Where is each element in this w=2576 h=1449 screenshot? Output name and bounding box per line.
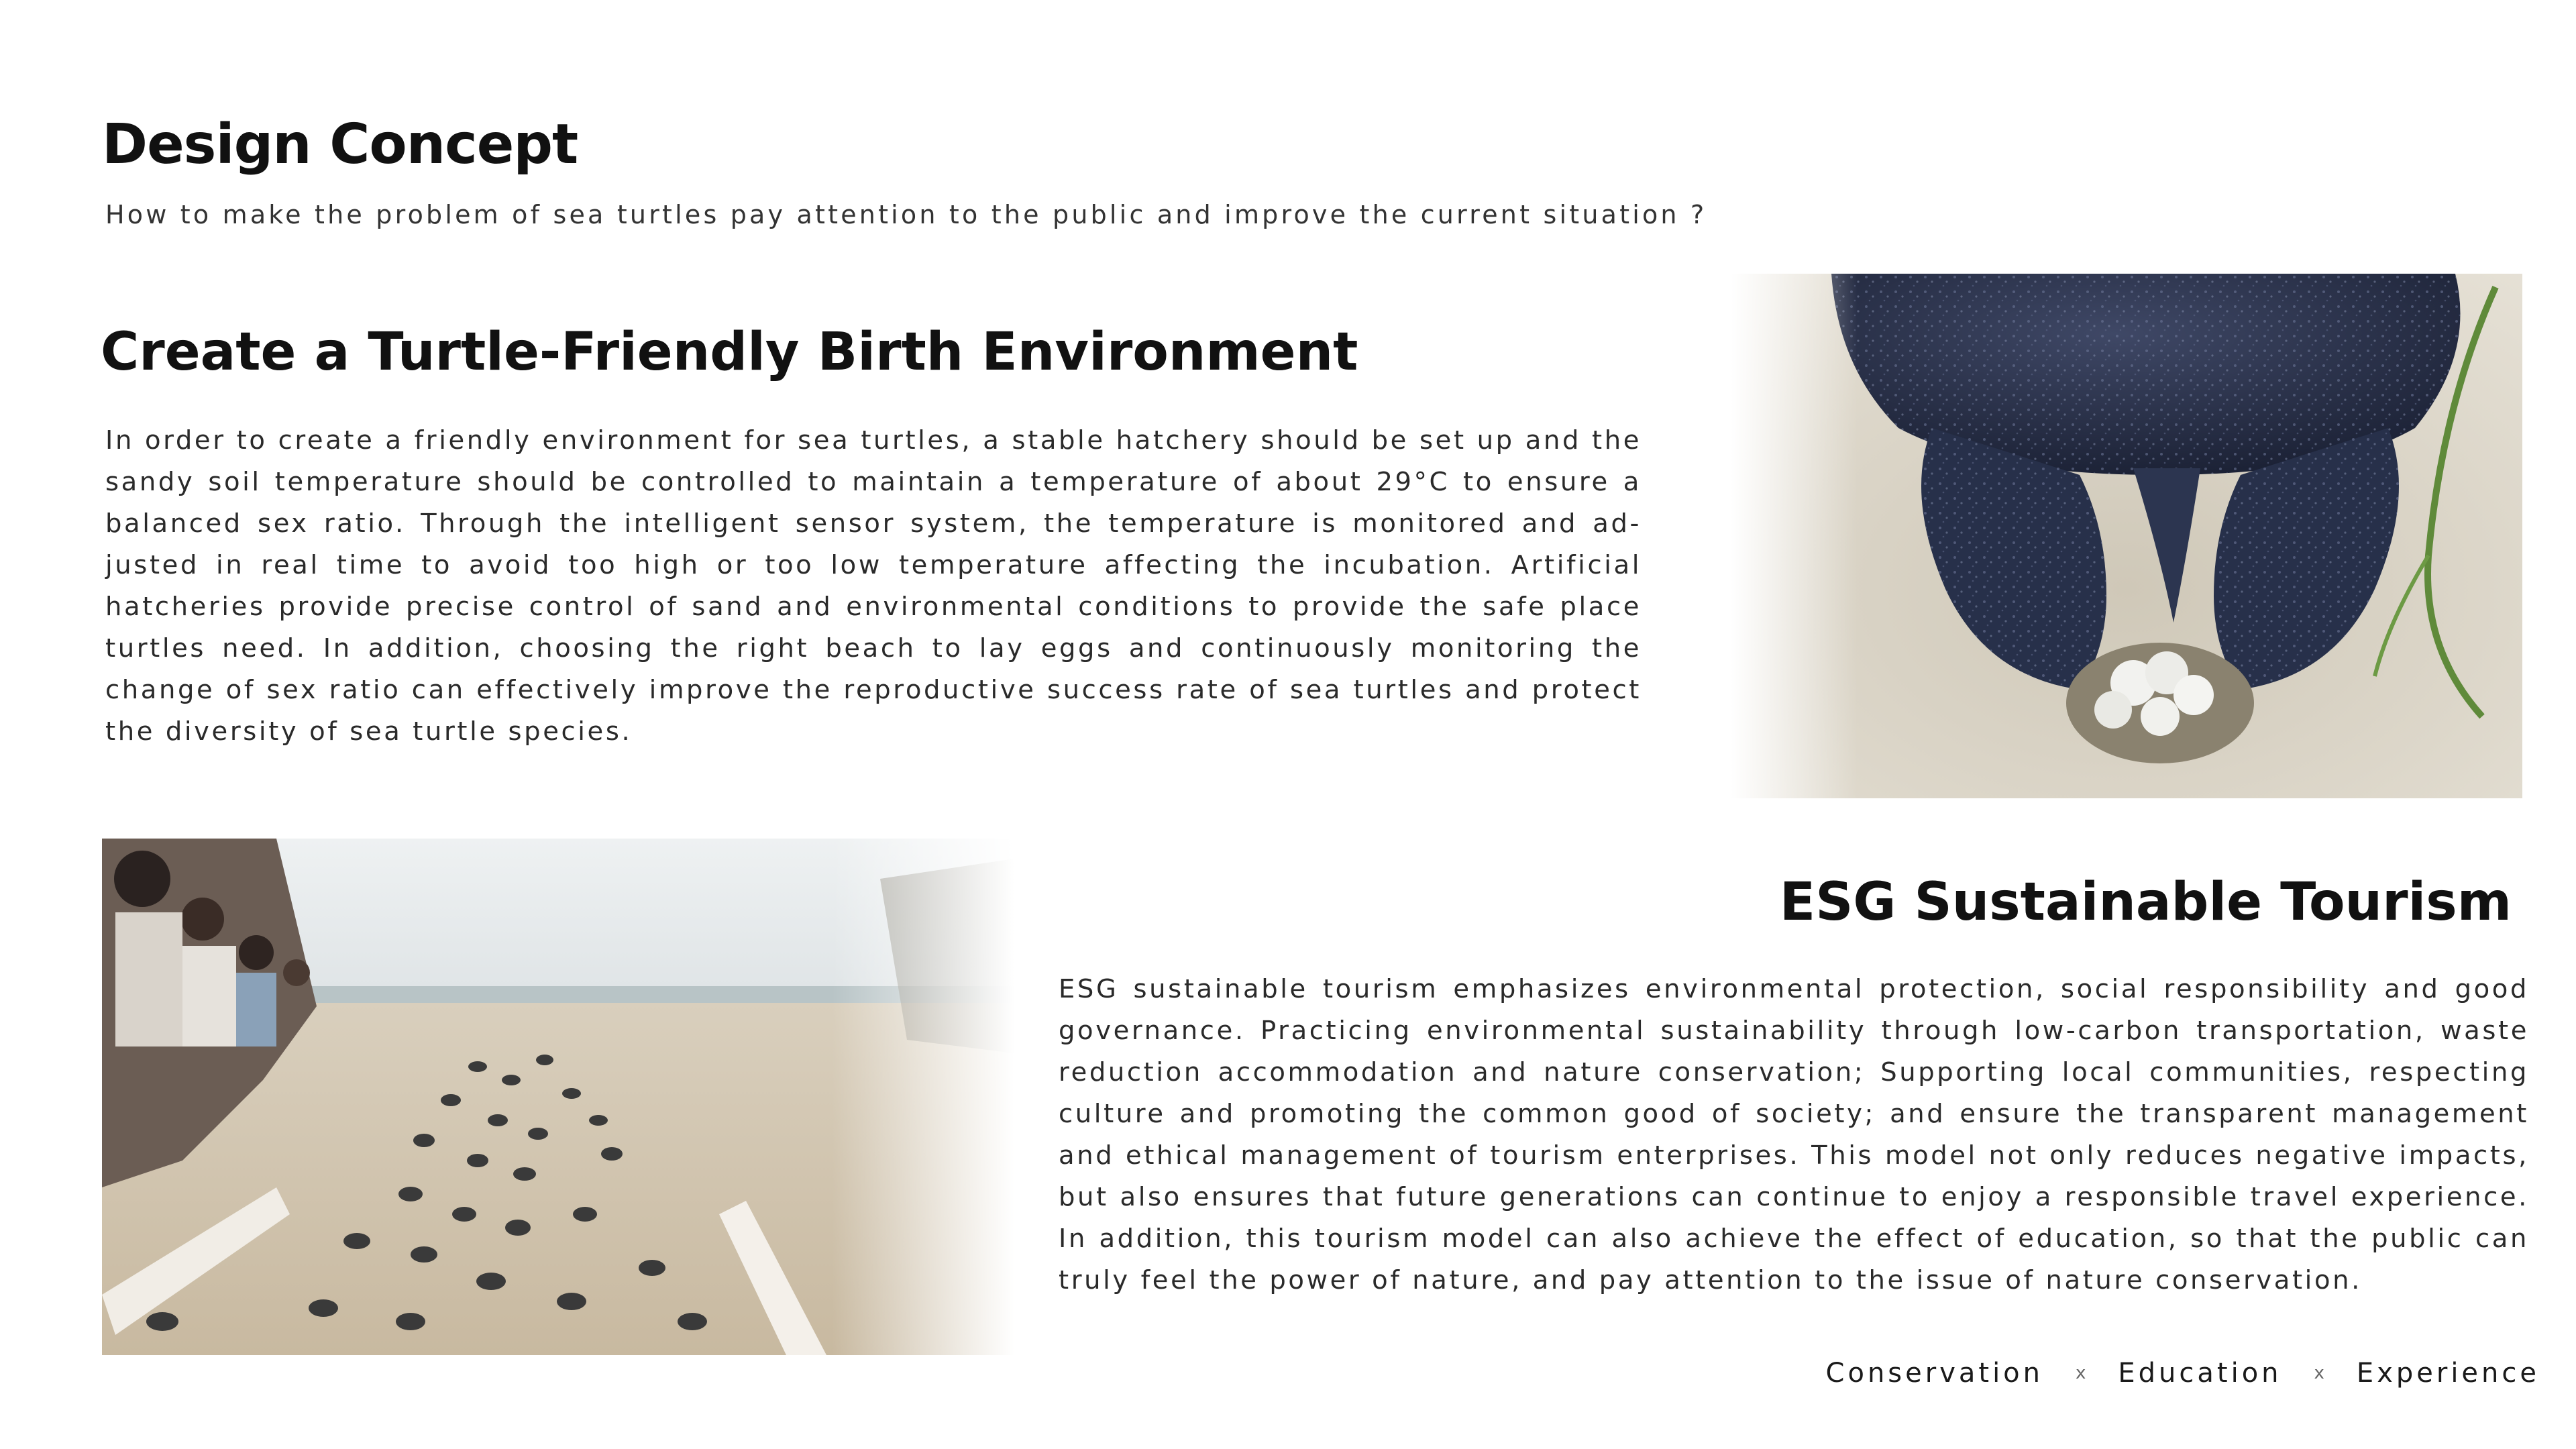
tagline-item-experience: Experience bbox=[2356, 1358, 2540, 1389]
section-birth-body: In order to create a friendly environment for sea turtles, a stable hatchery should be set up and the sandy soil temperature should be controlled to maintain a temperature of about 29°C to ensure a balanced sex ratio. Through the intelligent sensor system, the temperature is monitored and ad-justed in real time to avoid too high or too low temperature affecting the incubation. Artificial hatcheries provide precise control of sand and environmental conditions to provide the safe place turtles need. In addition, choosing the right beach to lay eggs and continuously monitoring the change of sex ratio can effectively improve the reproductive success rate of sea turtles and protect the diversity of sea turtle species. bbox=[105, 425, 1642, 747]
tagline-separator: x bbox=[2314, 1363, 2324, 1383]
page-subtitle: How to make the problem of sea turtles pay attention to the public and improve the current situation ? bbox=[105, 200, 1707, 229]
section-tourism-body: ESG sustainable tourism emphasizes environmental protection, social responsibility and good governance. Practicing environmental sustainability through low-carbon transportation, waste reduction accommodation and nature conservation; Supporting local communities, respecting culture and promoting the common good of society; and ensure the transparent management and ethical management of tourism enterprises. This model not only reduces negative impacts, but also ensures that future generations can continue to enjoy a responsible travel experience. In addition, this tourism model can also achieve the effect of education, so that the public can truly feel the power of nature, and pay attention to the issue of nature conservation. bbox=[1059, 974, 2529, 1295]
tagline-item-education: Education bbox=[2118, 1358, 2282, 1389]
turtle-nesting-photo bbox=[1731, 274, 2522, 798]
page-title: Design Concept bbox=[102, 113, 578, 176]
tagline-item-conservation: Conservation bbox=[1825, 1358, 2043, 1389]
section-tourism-heading: ESG Sustainable Tourism bbox=[1779, 872, 2512, 932]
tagline-separator: x bbox=[2076, 1363, 2086, 1383]
section-birth-heading: Create a Turtle-Friendly Birth Environment bbox=[101, 322, 1358, 382]
hatchling-release-photo bbox=[102, 839, 1014, 1355]
tagline bbox=[1826, 1358, 2540, 1389]
